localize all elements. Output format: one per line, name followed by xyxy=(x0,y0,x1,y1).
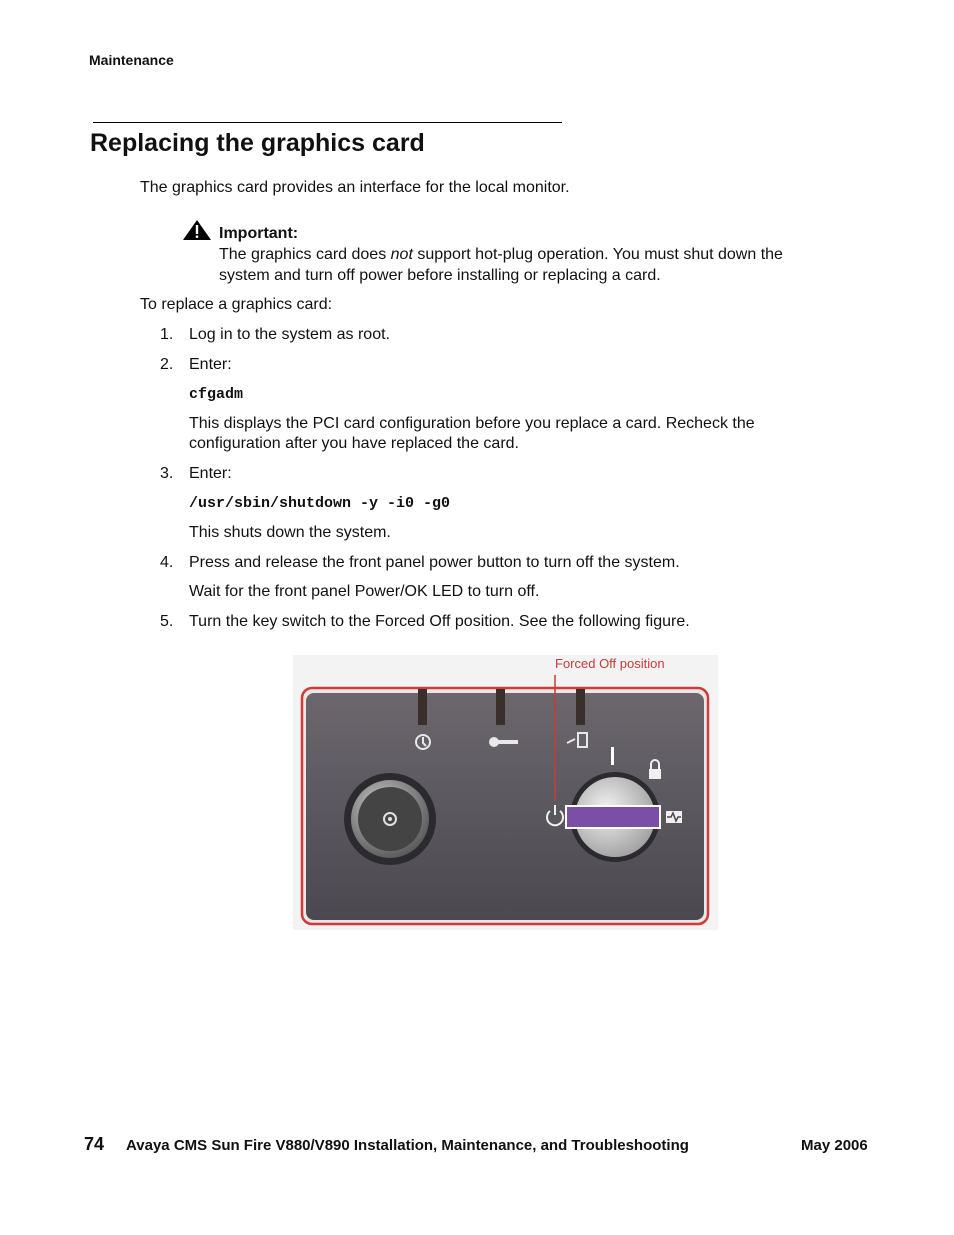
step-note: This displays the PCI card configuration before you replace a card. Recheck the xyxy=(189,415,755,432)
step-number: 3. xyxy=(160,465,174,482)
important-text-line1: The graphics card does not support hot-plug operation. You must shut down the xyxy=(219,246,783,263)
command-text: /usr/sbin/shutdown -y -i0 -g0 xyxy=(189,495,451,512)
power-button[interactable] xyxy=(344,773,436,865)
running-header: Maintenance xyxy=(89,52,174,68)
step-text: Enter: xyxy=(189,356,232,373)
page-title: Replacing the graphics card xyxy=(90,129,425,157)
step-number: 5. xyxy=(160,613,174,630)
step-number: 1. xyxy=(160,326,174,343)
step-note: configuration after you have replaced the card. xyxy=(189,435,519,452)
document-date: May 2006 xyxy=(801,1137,868,1154)
step-note: This shuts down the system. xyxy=(189,524,391,541)
step-number: 2. xyxy=(160,356,174,373)
command-text: cfgadm xyxy=(189,386,244,403)
procedure-lead: To replace a graphics card: xyxy=(140,296,333,313)
important-label: Important: xyxy=(219,225,299,242)
title-rule xyxy=(93,122,562,123)
intro-text: The graphics card provides an interface for the local monitor. xyxy=(140,179,570,196)
front-panel-figure xyxy=(293,655,718,930)
step-note: Wait for the front panel Power/OK LED to turn off. xyxy=(189,583,540,600)
step-text: Log in to the system as root. xyxy=(189,326,390,343)
step-text: Press and release the front panel power button to turn off the system. xyxy=(189,554,680,571)
on-position-mark xyxy=(611,747,614,765)
step-text: Enter: xyxy=(189,465,232,482)
step-number: 4. xyxy=(160,554,174,571)
step-text: Turn the key switch to the Forced Off position. See the following figure. xyxy=(189,613,690,630)
callout-label: Forced Off position xyxy=(555,656,665,671)
key-switch-handle[interactable] xyxy=(566,806,660,828)
important-emphasis: not xyxy=(390,246,413,263)
diagnostics-icon xyxy=(666,811,682,823)
page-number: 74 xyxy=(84,1134,105,1154)
important-text-line2: system and turn off power before installing or replacing a card. xyxy=(219,267,661,284)
document-title: Avaya CMS Sun Fire V880/V890 Installation, Maintenance, and Troubleshooting xyxy=(126,1137,689,1154)
warning-icon xyxy=(182,219,212,241)
